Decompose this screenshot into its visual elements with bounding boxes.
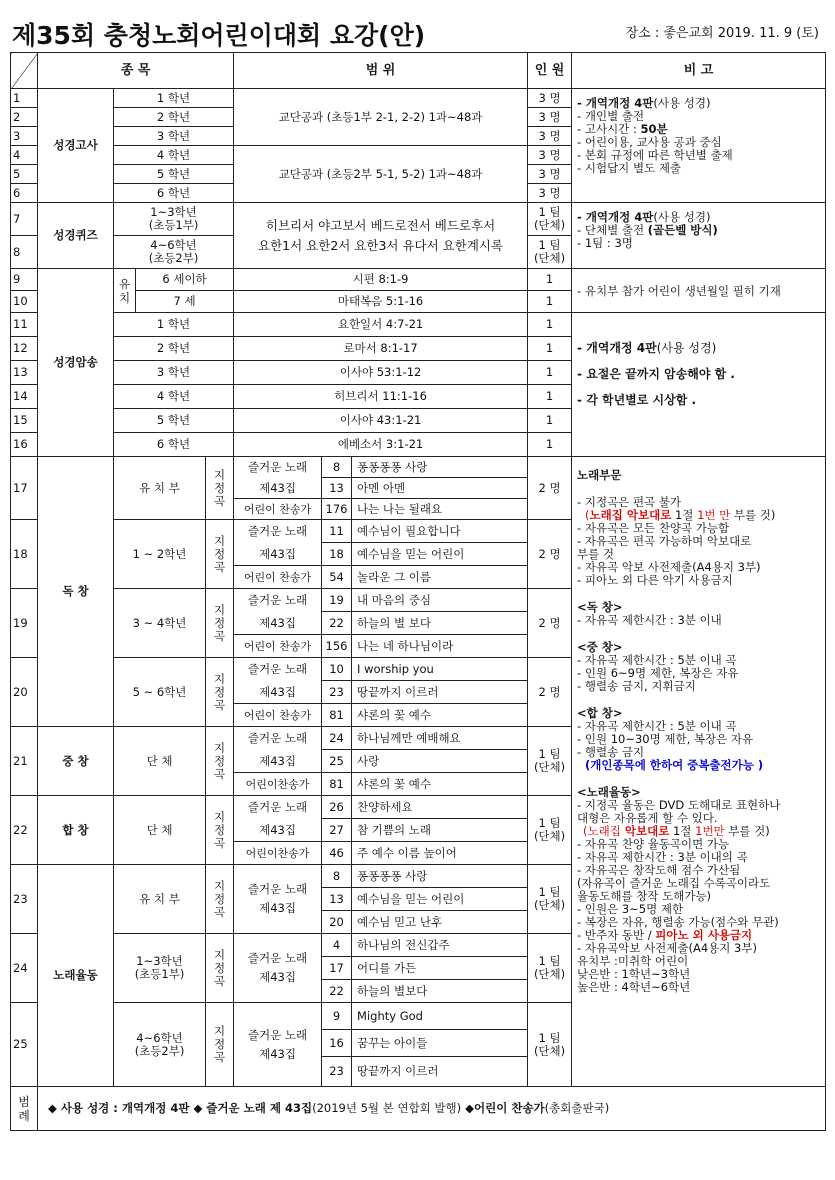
header-note: 비 고	[572, 53, 826, 89]
song-number: 46	[322, 842, 352, 865]
songbook-name: 즐거운 노래	[247, 799, 308, 814]
note-line: - 자유곡 악보 사전제출(A4용지 3부)	[577, 560, 761, 574]
note-bible-quiz	[572, 203, 826, 269]
song-title: 참 기쁨의 노래	[352, 819, 528, 842]
legend-part: ◆어린이 찬송가	[461, 1101, 545, 1115]
count-cell: 3 명	[528, 127, 572, 146]
row-number: 9	[11, 269, 38, 291]
count-line: 1 팀	[538, 205, 561, 219]
row-number: 16	[11, 433, 38, 457]
count-cell: 3 명	[528, 165, 572, 184]
song-title: 찬양하세요	[352, 796, 528, 819]
song-title: 사랑	[352, 750, 528, 773]
row-number: 2	[11, 108, 38, 127]
song-title: 나는 나는 될래요	[352, 499, 528, 520]
count-cell: 3 명	[528, 108, 572, 127]
note-line: - 자유곡은 편곡 가능하며 악보대로	[577, 534, 752, 548]
count-line: (단체)	[533, 1043, 566, 1058]
song-number: 10	[322, 658, 352, 681]
songbook-name: 즐거운 노래	[247, 459, 308, 474]
row-number: 24	[11, 934, 38, 1003]
count-line: (단체)	[533, 967, 566, 981]
song-title: 하늘의 별 보다	[352, 612, 528, 635]
note-line: - 자유곡 제한시간 : 5분 이내 곡	[577, 653, 737, 667]
note-heading: <독 창>	[577, 600, 623, 614]
legend-part: ◆ 즐거운 노래 제 43집	[189, 1101, 313, 1115]
note-line: 유치부 :미취학 어린이	[577, 954, 689, 968]
song-number: 176	[322, 499, 352, 520]
table-row	[11, 269, 826, 291]
note-line: - 자유곡 제한시간 : 5분 이내 곡	[577, 719, 737, 733]
grade-line: (초등1부)	[134, 967, 185, 981]
note-line: - 어린이용, 교사용 공과 중심	[577, 135, 722, 149]
note-line: - 행렬송 금지, 지휘금지	[577, 679, 696, 693]
song-number: 81	[322, 773, 352, 796]
row-number: 22	[11, 796, 38, 865]
song-number: 13	[322, 478, 352, 499]
grade-cell: 1 학년	[114, 89, 234, 108]
designated-label: 지 정 곡	[206, 457, 234, 520]
count-cell: 1	[528, 385, 572, 409]
note-line: 부를 것)	[730, 508, 776, 522]
scope-cell: 히브리서 11:1-16	[234, 385, 528, 409]
note-line: 노래집	[587, 824, 621, 838]
song-title: 퐁퐁퐁퐁 사랑	[352, 865, 528, 888]
count-cell: 1	[528, 291, 572, 313]
songbook-name: 즐거운 노래	[247, 661, 308, 676]
count-line: 1 팀	[538, 238, 561, 252]
note-line: - 자유곡은 모든 찬양곡 가능함	[577, 521, 730, 535]
song-number: 16	[322, 1030, 352, 1057]
category-choir: 합 창	[38, 796, 114, 865]
song-title: 예수님을 믿는 어린이	[352, 543, 528, 566]
grade-line: 1~3학년	[136, 954, 183, 968]
grade-cell: 3 ~ 4학년	[114, 589, 206, 658]
note-line: 부를 것)	[724, 824, 770, 838]
songbook-name: 즐거운 노래	[247, 951, 308, 965]
table-row	[11, 89, 826, 108]
note-line: - 1팀 : 3명	[577, 236, 633, 250]
songbook-volume: 제43집	[259, 615, 296, 630]
count-line: 1 팀	[538, 816, 561, 830]
row-number: 14	[11, 385, 38, 409]
count-cell: 1	[528, 433, 572, 457]
note-line: - 자유곡 찬양 율동곡이면 가능	[577, 837, 730, 851]
count-line: 1 팀	[538, 747, 561, 761]
grade-cell: 단 체	[114, 796, 206, 865]
grade-cell: 2 학년	[114, 337, 234, 361]
header-count: 인 원	[528, 53, 572, 89]
note-line: 1번만	[695, 824, 725, 838]
count-cell: 1	[528, 361, 572, 385]
note-line: - 자유곡악보 사전제출(A4용지 3부)	[577, 941, 757, 955]
note-line: 대형은 자유롭게 할 수 있다.	[577, 811, 718, 825]
song-title: 퐁퐁퐁퐁 사랑	[352, 457, 528, 478]
category-bible-memory: 성경암송	[38, 269, 114, 457]
grade-cell: 7 세	[136, 291, 234, 313]
song-title: 나는 네 하나님이라	[352, 635, 528, 658]
note-line: (개인종목에 한하여 중복출전가능 )	[585, 758, 764, 772]
count-cell: 2 명	[528, 658, 572, 727]
category-ensemble: 중 창	[38, 727, 114, 796]
row-number: 13	[11, 361, 38, 385]
row-number: 17	[11, 457, 38, 520]
count-cell: 2 명	[528, 457, 572, 520]
grade-line: (초등1부)	[148, 218, 199, 232]
note-line: - 인원은 3~5명 제한	[577, 902, 684, 916]
designated-label: 지 정 곡	[206, 589, 234, 658]
note-heading: <중 창>	[577, 640, 623, 654]
grade-cell: 6 학년	[114, 184, 234, 203]
songbook-volume: 제43집	[259, 822, 296, 837]
songbook-name: 어린이찬송가	[234, 842, 322, 865]
designated-label: 지 정 곡	[206, 727, 234, 796]
count-cell: 3 명	[528, 146, 572, 165]
note-line: (자유곡이 즐거운 노래집 수록곡이라도	[577, 876, 771, 890]
note-line: - 요절은 끝까지 암송해야 함 .	[577, 367, 735, 381]
category-dance: 노래율동	[38, 865, 114, 1087]
count-cell: 1	[528, 409, 572, 433]
note-line: - 고사시간 :	[577, 122, 641, 136]
legend-part: (총회출판국)	[544, 1101, 610, 1115]
count-line: (단체)	[533, 251, 566, 265]
songbook-name: 어린이찬송가	[234, 773, 322, 796]
note-music	[572, 457, 826, 1087]
song-number: 9	[322, 1003, 352, 1030]
scope-cell: 요한일서 4:7-21	[234, 313, 528, 337]
table-row	[11, 203, 826, 236]
song-number: 25	[322, 750, 352, 773]
song-number: 26	[322, 796, 352, 819]
grade-line: 4~6학년	[150, 238, 197, 252]
song-number: 4	[322, 934, 352, 957]
scope-bible-exam-2: 교단공과 (초등2부 5-1, 5-2) 1과~48과	[234, 146, 528, 203]
grade-line: (초등2부)	[134, 1043, 185, 1058]
song-number: 19	[322, 589, 352, 612]
scope-bible-quiz-1: 히브리서 야고보서 베드로전서 베드로후서	[265, 217, 496, 233]
song-title: 땅끝까지 이르러	[352, 681, 528, 704]
note-line: (골든벨 방식)	[647, 223, 718, 237]
row-number: 3	[11, 127, 38, 146]
kinder-label: 유 치	[114, 269, 136, 313]
song-number: 156	[322, 635, 352, 658]
song-title: 예수님이 필요합니다	[352, 520, 528, 543]
grade-cell: 3 학년	[114, 127, 234, 146]
scope-bible-exam-1: 교단공과 (초등1부 2-1, 2-2) 1과~48과	[234, 89, 528, 146]
header-scope: 범 위	[234, 53, 528, 89]
song-number: 18	[322, 543, 352, 566]
song-title: 예수님을 믿는 어린이	[352, 888, 528, 911]
note-line: - 인원 6~9명 제한, 복장은 자유	[577, 666, 739, 680]
songbook-name: 어린이 찬송가	[234, 499, 322, 520]
note-line: - 개역개정 4판	[577, 210, 654, 224]
note-line: - 개역개정 4판	[577, 341, 657, 355]
count-line: 1 팀	[538, 885, 561, 899]
song-number: 8	[322, 457, 352, 478]
note-line: - 피아노 외 다른 악기 사용금지	[577, 573, 733, 587]
row-number: 20	[11, 658, 38, 727]
guideline-table	[10, 52, 826, 1131]
note-line: - 인원 10~30명 제한, 복장은 자유	[577, 732, 754, 746]
song-title: 샤론의 꽃 예수	[352, 704, 528, 727]
row-number: 23	[11, 865, 38, 934]
song-title: 하나님의 전신갑주	[352, 934, 528, 957]
song-number: 17	[322, 957, 352, 980]
note-line: 피아노 외 사용금지	[655, 928, 753, 942]
song-title: 하늘의 별보다	[352, 980, 528, 1003]
song-title: 어디를 가든	[352, 957, 528, 980]
count-cell: 2 명	[528, 589, 572, 658]
song-title: 주 예수 이름 높이어	[352, 842, 528, 865]
song-number: 27	[322, 819, 352, 842]
song-number: 23	[322, 681, 352, 704]
songbook-volume: 제43집	[259, 480, 296, 495]
row-number: 4	[11, 146, 38, 165]
song-title: 아멘 아멘	[352, 478, 528, 499]
page-title: 제35회 충청노회어린이대회 요강(안)	[12, 21, 426, 50]
note-line: (	[585, 508, 590, 522]
note-line: 1절	[671, 508, 698, 522]
corner-cell	[11, 53, 38, 89]
note-heading: <노래율동>	[577, 785, 641, 799]
count-line: (단체)	[533, 898, 566, 912]
row-number: 25	[11, 1003, 38, 1087]
designated-label: 지 정 곡	[206, 1003, 234, 1087]
songbook-name: 즐거운 노래	[247, 592, 308, 607]
grade-cell: 3 학년	[114, 361, 234, 385]
category-solo: 독 창	[38, 457, 114, 727]
song-title: 하나님께만 예배해요	[352, 727, 528, 750]
note-line: (사용 성경)	[656, 341, 717, 355]
songbook-name: 즐거운 노래	[247, 730, 308, 745]
legend-label: 범 례	[11, 1087, 38, 1131]
legend-part: (2019년 5월 본 연합회 발행)	[312, 1101, 462, 1115]
song-title: 샤론의 꽃 예수	[352, 773, 528, 796]
song-title: 내 마음의 중심	[352, 589, 528, 612]
note-bible-memory	[572, 313, 826, 457]
song-title: Mighty God	[352, 1003, 528, 1030]
grade-cell: 6 세이하	[136, 269, 234, 291]
note-line: (사용 성경)	[653, 96, 711, 110]
event-place-date: 장소 : 좋은교회 2019. 11. 9 (토)	[625, 26, 819, 41]
song-title: 예수님 믿고 난후	[352, 911, 528, 934]
note-line: - 자유곡 제한시간 : 3분 이내	[577, 613, 722, 627]
row-number: 5	[11, 165, 38, 184]
grade-cell: 단 체	[114, 727, 206, 796]
page-header	[10, 16, 825, 50]
note-line: - 반주자 동반 /	[577, 928, 656, 942]
grade-line: 1~3학년	[150, 205, 197, 219]
grade-line: 4~6학년	[136, 1030, 183, 1045]
designated-label: 지 정 곡	[206, 934, 234, 1003]
note-line: - 개인별 출전	[577, 109, 645, 123]
table-row	[11, 457, 826, 478]
note-line: 1절	[669, 824, 696, 838]
count-line: 1 팀	[538, 1030, 561, 1045]
note-line: - 각 학년별로 시상함 .	[577, 393, 697, 407]
song-number: 24	[322, 727, 352, 750]
grade-line: (초등2부)	[148, 251, 199, 265]
row-number: 6	[11, 184, 38, 203]
song-title: 꿈꾸는 아이들	[352, 1030, 528, 1057]
songbook-volume: 제43집	[259, 901, 296, 915]
legend-row	[11, 1087, 826, 1131]
row-number: 12	[11, 337, 38, 361]
note-line: - 시험답지 별도 제출	[577, 161, 682, 175]
note-line: - 자유곡은 창작도해 점수 가산됨	[577, 863, 741, 877]
songbook-name: 어린이 찬송가	[234, 566, 322, 589]
grade-cell: 5 ~ 6학년	[114, 658, 206, 727]
count-cell: 3 명	[528, 184, 572, 203]
row-number: 21	[11, 727, 38, 796]
legend-part: ◆ 사용 성경 : 개역개정 4판	[48, 1101, 190, 1115]
count-cell: 1	[528, 269, 572, 291]
row-number: 15	[11, 409, 38, 433]
designated-label: 지 정 곡	[206, 865, 234, 934]
note-line: - 행렬송 금지	[577, 745, 645, 759]
song-number: 81	[322, 704, 352, 727]
grade-cell: 유 치 부	[114, 865, 206, 934]
song-number: 11	[322, 520, 352, 543]
scope-cell: 에베소서 3:1-21	[234, 433, 528, 457]
row-number: 1	[11, 89, 38, 108]
note-line: - 본회 규정에 따른 학년별 출제	[577, 148, 733, 162]
note-line: 율동도해를 창작 도해가능)	[577, 889, 712, 903]
note-line: (	[583, 824, 588, 838]
grade-cell: 6 학년	[114, 433, 234, 457]
song-number: 54	[322, 566, 352, 589]
songbook-volume: 제43집	[259, 1046, 296, 1061]
count-cell: 1	[528, 337, 572, 361]
grade-cell: 2 학년	[114, 108, 234, 127]
songbook-name: 즐거운 노래	[247, 523, 308, 538]
row-number: 19	[11, 589, 38, 658]
count-line: (단체)	[533, 218, 566, 232]
song-title: I worship you	[352, 658, 528, 681]
song-number: 8	[322, 865, 352, 888]
note-line: - 지정곡은 편곡 불가	[577, 495, 682, 509]
note-heading: 노래부문	[577, 468, 622, 482]
song-number: 22	[322, 612, 352, 635]
row-number: 8	[11, 236, 38, 269]
scope-cell: 로마서 8:1-17	[234, 337, 528, 361]
songbook-volume: 제43집	[259, 970, 296, 984]
note-line: - 자유곡 제한시간 : 3분 이내의 곡	[577, 850, 748, 864]
row-number: 11	[11, 313, 38, 337]
category-bible-exam: 성경고사	[38, 89, 114, 203]
songbook-name: 즐거운 노래	[247, 882, 308, 896]
scope-cell: 마태복음 5:1-16	[234, 291, 528, 313]
song-title: 놀라운 그 이름	[352, 566, 528, 589]
note-heading: <합 창>	[577, 706, 623, 720]
note-line: 높은반 : 4학년~6학년	[577, 980, 691, 994]
note-kinder-memory	[572, 269, 826, 313]
note-bible-exam	[572, 89, 826, 203]
song-title: 땅끝까지 이르러	[352, 1057, 528, 1087]
songbook-name: 어린이 찬송가	[234, 635, 322, 658]
scope-bible-quiz-2: 요한1서 요한2서 요한3서 유다서 요한계시록	[258, 237, 504, 253]
row-number: 10	[11, 291, 38, 313]
designated-label: 지 정 곡	[206, 520, 234, 589]
note-line: - 단체별 출전	[577, 223, 648, 237]
song-number: 20	[322, 911, 352, 934]
songbook-name: 어린이 찬송가	[234, 704, 322, 727]
note-line: 악보대로	[620, 824, 670, 838]
note-line: 1번 만	[697, 508, 731, 522]
grade-cell: 5 학년	[114, 165, 234, 184]
grade-cell: 5 학년	[114, 409, 234, 433]
legend-content	[38, 1087, 826, 1131]
count-cell: 1	[528, 313, 572, 337]
scope-cell: 시편 8:1-9	[234, 269, 528, 291]
grade-cell: 4 학년	[114, 146, 234, 165]
grade-cell: 4 학년	[114, 385, 234, 409]
note-line: - 개역개정 4판	[577, 96, 654, 110]
count-line: (단체)	[533, 829, 566, 843]
table-header-row	[11, 53, 826, 89]
category-bible-quiz: 성경퀴즈	[38, 203, 114, 269]
note-line: - 유치부 참가 어린이 생년월일 필히 기재	[577, 284, 781, 298]
note-line: 노래집 악보대로	[589, 508, 672, 522]
row-number: 18	[11, 520, 38, 589]
note-line: 부를 것	[577, 547, 615, 561]
song-number: 23	[322, 1057, 352, 1087]
designated-label: 지 정 곡	[206, 658, 234, 727]
note-line: (사용 성경)	[653, 210, 711, 224]
grade-cell: 유 치 부	[114, 457, 206, 520]
scope-cell: 이사야 53:1-12	[234, 361, 528, 385]
songbook-name: 즐거운 노래	[247, 1027, 308, 1042]
grade-cell: 1 ~ 2학년	[114, 520, 206, 589]
count-line: (단체)	[533, 760, 566, 774]
table-row	[11, 313, 826, 337]
grade-cell: 1 학년	[114, 313, 234, 337]
song-number: 13	[322, 888, 352, 911]
note-line: 낮은반 : 1학년~3학년	[577, 967, 691, 981]
count-line: 1 팀	[538, 954, 561, 968]
song-number: 22	[322, 980, 352, 1003]
songbook-volume: 제43집	[259, 684, 296, 699]
header-kind: 종 목	[38, 53, 234, 89]
songbook-volume: 제43집	[259, 546, 296, 561]
designated-label: 지 정 곡	[206, 796, 234, 865]
count-cell: 3 명	[528, 89, 572, 108]
row-number: 7	[11, 203, 38, 236]
note-line: - 지정곡 율동은 DVD 도해대로 표현하나	[577, 798, 781, 812]
songbook-volume: 제43집	[259, 753, 296, 768]
count-cell: 2 명	[528, 520, 572, 589]
note-line: - 복장은 자유, 행렬송 가능(점수와 무관)	[577, 915, 779, 929]
note-line: 50분	[640, 122, 668, 136]
scope-cell: 이사야 43:1-21	[234, 409, 528, 433]
